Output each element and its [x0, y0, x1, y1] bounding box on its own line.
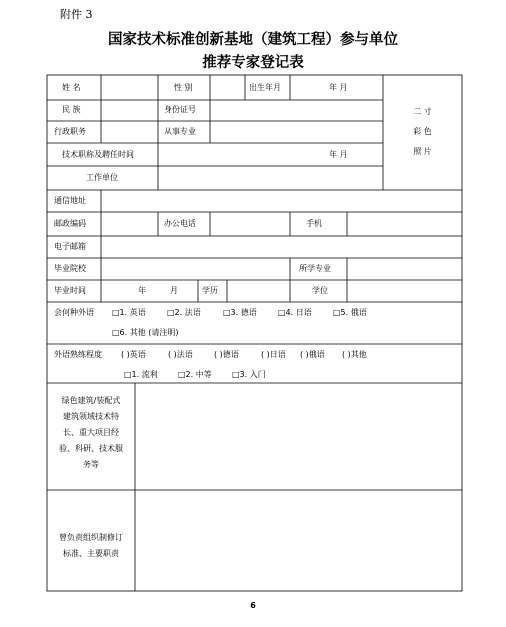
proficiency-other[interactable]: ( )其他 [342, 350, 367, 359]
degree-label: 学位 [312, 286, 328, 295]
tech-title-year-month: 年 月 [329, 150, 348, 159]
lang-option-japanese[interactable]: □4. 日语 [278, 308, 312, 317]
form-title-line2: 推荐专家登记表 [202, 54, 304, 71]
admin-title-label: 行政职务 [54, 127, 86, 136]
experience-input-area[interactable] [136, 384, 461, 489]
major-label: 所学专业 [299, 264, 331, 273]
work-unit-label: 工作单位 [86, 173, 118, 182]
email-label: 电子邮箱 [54, 242, 86, 251]
level-fluent[interactable]: □1. 流利 [124, 370, 158, 379]
profession-label: 从事专业 [164, 127, 196, 136]
photo-label-2: 彩 色 [413, 127, 432, 136]
languages-label: 会何种外语 [54, 308, 94, 317]
standards-label: 曾负责组织制修订 标准、主要职责 [59, 533, 123, 558]
grad-month-label: 月 [170, 286, 178, 295]
lang-option-russian[interactable]: □5. 俄语 [333, 308, 367, 317]
proficiency-russian[interactable]: ( )俄语 [300, 350, 325, 359]
standards-input-area[interactable] [136, 491, 461, 590]
lang-option-german[interactable]: □3. 德语 [223, 308, 257, 317]
experience-label: 绿色建筑/装配式 建筑领域技术特 长、重大项目经 验、科研、技术服 务等 [59, 396, 123, 469]
gender-label: 性 别 [174, 83, 193, 92]
office-phone-label: 办公电话 [164, 219, 196, 228]
grad-time-label: 毕业时间 [54, 286, 86, 295]
school-label: 毕业院校 [54, 264, 86, 273]
page-number: 6 [250, 601, 256, 610]
grad-year-label: 年 [138, 286, 146, 295]
level-intermediate[interactable]: □2. 中等 [178, 370, 212, 379]
tech-title-label: 技术职称及聘任时间 [62, 150, 134, 159]
birth-year-month: 年 月 [329, 83, 348, 92]
postcode-label: 邮政编码 [54, 219, 86, 228]
proficiency-french[interactable]: ( )法语 [168, 350, 193, 359]
photo-label-1: 二 寸 [413, 107, 432, 116]
lang-option-english[interactable]: □1. 英语 [112, 308, 146, 317]
proficiency-japanese[interactable]: ( )日语 [261, 350, 286, 359]
name-label: 姓 名 [62, 83, 81, 92]
proficiency-label: 外语熟练程度 [54, 350, 102, 359]
id-number-label: 身份证号 [164, 105, 196, 114]
proficiency-german[interactable]: ( )德语 [214, 350, 239, 359]
attachment-label: 附件 3 [60, 8, 93, 21]
birth-label: 出生年月 [249, 83, 281, 92]
photo-label-3: 照 片 [413, 147, 432, 156]
lang-option-other[interactable]: □6. 其他 (请注明) [112, 328, 179, 337]
address-label: 通信地址 [54, 196, 86, 205]
form-title-line1: 国家技术标准创新基地（建筑工程）参与单位 [108, 31, 398, 48]
ethnicity-label: 民 族 [62, 105, 81, 114]
mobile-label: 手机 [306, 219, 322, 228]
lang-option-french[interactable]: □2. 法语 [167, 308, 201, 317]
level-beginner[interactable]: □3. 入门 [232, 370, 266, 379]
education-label: 学历 [202, 286, 218, 295]
proficiency-english[interactable]: ( )英语 [121, 350, 146, 359]
